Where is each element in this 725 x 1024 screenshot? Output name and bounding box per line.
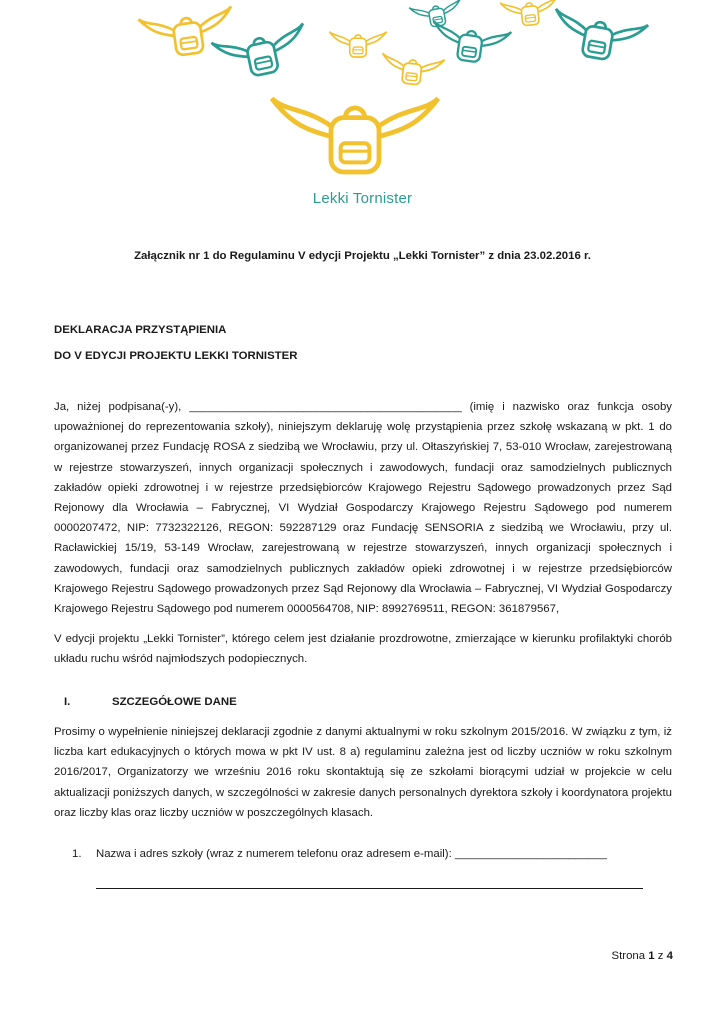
flying-backpack-icon — [138, 6, 236, 60]
form-item-school-name — [72, 848, 607, 860]
section-heading — [54, 696, 237, 708]
form-item-label: Nazwa i adres szkoły (wraz z numerem telefonu oraz adresem e-mail): ________________________ — [96, 848, 607, 860]
section-number: I. — [64, 696, 71, 708]
intro-paragraph: Ja, niżej podpisana(-y), ___________________________________________ (imię i nazwisko oraz funkcja osoby upoważnionej do reprezentowania szkoły), niniejszym deklaruję wolę przystąpienia przez szkołę wskazaną w pkt. 1 do organizowanej przez Fundację ROSA z siedzibą we Wrocławiu, przy ul. Ołtaszyńskiej 7, 53-010 Wrocław, zarejestrowaną w rejestrze stowarzyszeń, innych organizacji społecznych i zawodowych, fundacji oraz samodzielnych publicznych zakładów opieki zdrowotnej i w rejestrze przedsiębiorców Krajowego Rejestru Sądowego prowadzonych przez Sąd Rejonowy dla Wrocławia – Fabrycznej, VI Wydział Gospodarczy Krajowego Rejestru Sądowego pod numerem 0000207472, NIP: 7732322126, REGON: 592287129 oraz Fundację SENSORIA z siedzibą we Wrocławiu, przy ul. Racławickiej 15/19, 53-149 Wrocław, zarejestrowaną w rejestrze stowarzyszeń, innych organizacji społecznych i zawodowych, fundacji oraz samodzielnych publicznych zakładów opieki zdrowotnej i w rejestrze przedsiębiorców Krajowego Rejestru Sądowego prowadzonych przez Sąd Rejonowy dla Wrocławia – Fabrycznej, VI Wydział Gospodarczy Krajowego Rejestru Sądowego pod numerem 0000564708, NIP: 8992769511, REGON: 361879567, — [54, 401, 672, 616]
page-separator: z — [657, 950, 664, 962]
attachment-title: Załącznik nr 1 do Regulaminu V edycji Projektu „Lekki Tornister” z dnia 23.02.2016 r. — [134, 250, 591, 262]
flying-backpack-icon — [329, 32, 386, 57]
flying-backpack-icon — [549, 9, 648, 66]
flying-backpack-icon — [211, 23, 311, 83]
form-item-number: 1. — [72, 848, 82, 860]
section-title: SZCZEGÓŁOWE DANE — [112, 696, 237, 708]
flying-backpack-icon — [500, 0, 560, 28]
total-pages: 4 — [666, 950, 673, 962]
section-paragraph: Prosimy o wypełnienie niniejszej deklaracji zgodnie z danymi aktualnymi w roku szkolnym 2015/2016. W związku z tym, iż liczba kart edukacyjnych o których mowa w pkt IV ust. 8 a) regulaminu zależna jest od liczby uczniów w roku szkolnym 2016/2017, Organizatorzy we wrześniu 2016 roku skontaktują się ze szkołami biorącymi udział w projekcie w celu aktualizacji poniższych danych, w szczególności w zakresie danych personalnych dyrektora szkoły i koordynatora projektu oraz liczby klas oraz liczby uczniów w poszczególnych klasach. — [54, 726, 672, 819]
declaration-title-line-1: DEKLARACJA PRZYSTĄPIENIA — [54, 324, 227, 336]
flying-backpack-icon — [429, 21, 511, 66]
project-paragraph: V edycji projektu „Lekki Tornister”, którego celem jest działanie prozdrowotne, zmierzające w kierunku profilaktyki chorób układu ruchu wśród najmłodszych podopiecznych. — [54, 633, 672, 666]
brand-logo-text: Lekki Tornister — [312, 190, 413, 207]
flying-backpack-icon — [380, 53, 445, 87]
page-label: Strona — [611, 950, 646, 962]
logo-backpack-icon — [272, 98, 438, 172]
declaration-title-line-2: DO V EDYCJI PROJEKTU LEKKI TORNISTER — [54, 350, 298, 362]
fill-in-line[interactable] — [96, 888, 643, 889]
page-number — [612, 950, 673, 962]
current-page: 1 — [648, 950, 655, 962]
